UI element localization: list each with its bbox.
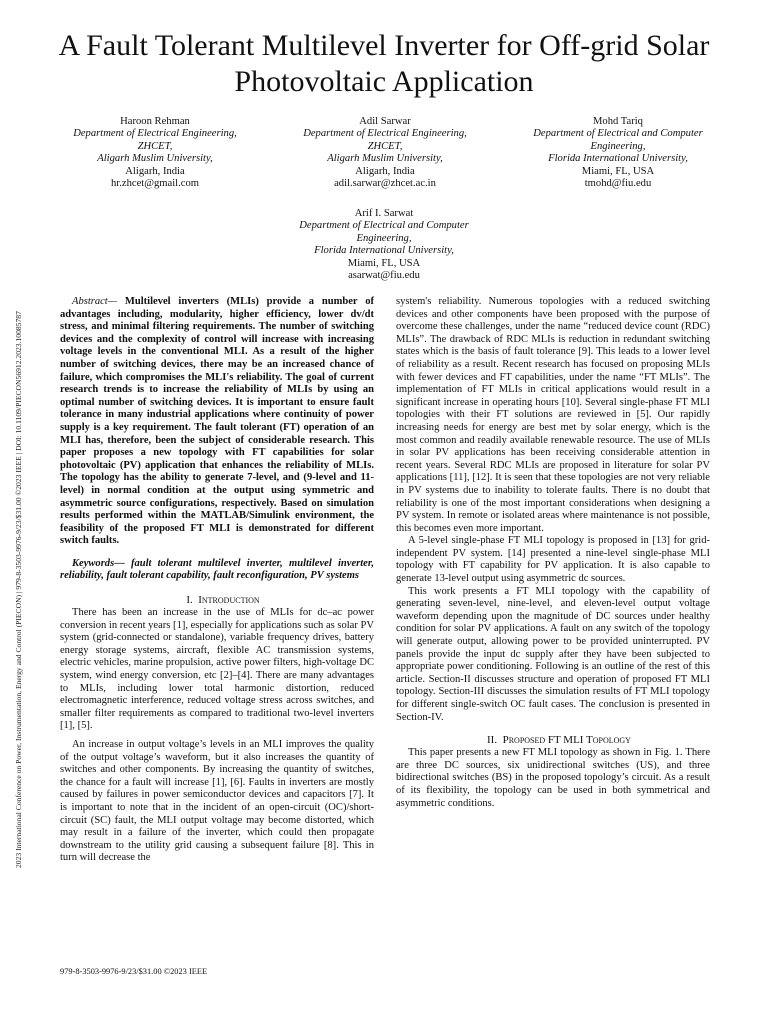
intro-paragraph-5: This work presents a FT MLI topology with the capability of generating seven-level, nine-level, and eleven-level output voltage waveform depending upon the magnitude of DC sources under healthy condition for solar PV applications. A fault on any switch of the topology will generate output, allowing power to be provided uninterrupted. PV panels provide the input dc supply after they have been subjected to appropriate power conditioning. Following is an outline of the rest of this article. Section-II discusses structure and operation of proposed FT MLI topology. Section-III discusses the simulation results of FT MLI topology for different single-switch OC fault cases. The conclusion is presented in Section-IV. — [396, 585, 710, 723]
right-column — [396, 296, 710, 810]
keywords-text: fault tolerant multilevel inverter, multilevel inverter, reliability, fault tolerant capability, fault reconfiguration, PV systems — [60, 557, 374, 582]
author-university: Florida International University, — [548, 153, 688, 165]
author-location: Aligarh, India — [125, 165, 185, 177]
left-column — [60, 296, 374, 865]
author-email: adil.sarwar@zhcet.ac.in — [334, 178, 436, 190]
author-name: Haroon Rehman — [120, 116, 190, 127]
intro-paragraph-3: system's reliability. Numerous topologies with a reduced switching devices and other components have been proposed with the purpose of overcome these challenges, under the name “reduced device count (RDC) MLIs”. The drawback of RDC MLIs is reduction in redundant switching states which is the basis of fault tolerance [9]. This leads to a lower level of reliability as a result. Recent research has focused on proposing MLIs with fewer devices and FT capabilities, under the name “FT MLIs”. The implementation of FT MLIs in critical applications would result in a significant increase in operating hours [10]. Several single-phase FT MLI topologies with their FT solutions are reviewed in [5]. Our rapidly increasing needs for energy are best met by solar energy, which is the most common and readily available renewable resource. The use of MLIs in solar PV applications has been receiving considerable attention in recent years. Several RDC MLIs are proposed in literature for solar PV applications [11], [12]. It is seen that these topologies are not very reliable in PV systems due to inability to tolerate faults. There is no doubt that reliability is one of the most important considerations when designing a PV system. In remote or isolated areas where maintenance is not possible, this becomes even more important. — [396, 296, 710, 534]
author-college: ZHCET, — [367, 140, 403, 152]
abstract-text: Multilevel inverters (MLIs) provide a number of advantages including, modularity, higher efficiency, lower dv/dt stress, and minimal filtering requirements. The number of switching devices and the complexity of control will increase with increasing voltage levels in the conventional MLI. As a result of the higher number of switching devices, there may be an increased chance of failure, which compromises the MLI's reliability. The goal of current research trends is to increase the reliability of MLIs by using an optimal number of switching devices. It is important to ensure fault tolerance in many industrial applications where continuity of power supply is a key requirement. The fault tolerant (FT) operation of an MLI has, therefore, been the subject of considerable research. This paper proposes a new topology with FT capabilities for solar photovoltaic (PV) application that enhances the reliability of MLIs. The topology has the ability to generate 7-level, and (9-level and 11-level) in normal condition at the output using symmetric and asymmetric source configurations, respectively. Based on simulation results performed within the MATLAB/Simulink environment, the feasibility of the proposed FT MLI is demonstrated for different switch faults. — [60, 296, 374, 547]
author-university: Aligarh Muslim University, — [97, 153, 213, 165]
intro-paragraph-4: A 5-level single-phase FT MLI topology is proposed in [13] for grid-independent PV system. [14] presented a nine-level single-phase MLI topology with FT capability for PV application. It is also capable to generate 13-level output using asymmetric dc sources. — [396, 535, 710, 585]
author-block-tariq — [511, 116, 725, 190]
abstract — [60, 296, 374, 548]
section-number: II. — [487, 734, 498, 747]
author-email: asarwat@fiu.edu — [348, 270, 420, 282]
proposed-paragraph-1: This paper presents a new FT MLI topology as shown in Fig. 1. There are three DC sources, six unidirectional switches (US), and three bidirectional switches (BS) in the proposed topology’s circuit. As a result of its flexibility, the topology can be used in both symmetrical and asymmetric conditions. — [396, 747, 710, 809]
author-email: hr.zhcet@gmail.com — [110, 178, 199, 190]
author-name: Mohd Tariq — [593, 116, 643, 127]
paper-title: A Fault Tolerant Multilevel Inverter for Off-grid Solar Photovoltaic Application — [58, 29, 710, 98]
side-margin-citation: 2023 International Conference on Power, Instrumentation, Energy and Control (PIECON) | 979-8-3503-9976-9/23/$31.00 ©2023 IEEE | DOI: 10.1109/PIECON56912.2023.10085787 — [14, 311, 23, 868]
keywords-label: Keywords— — [72, 557, 125, 569]
author-location: Aligarh, India — [355, 165, 415, 177]
section-heading-introduction — [60, 594, 374, 607]
author-department: Department of Electrical and Computer — [299, 220, 469, 232]
section-title: Introduction — [198, 594, 260, 607]
abstract-label: Abstract— — [72, 296, 118, 307]
author-block-sarwat — [270, 208, 498, 282]
section-heading-proposed-topology — [396, 734, 710, 747]
author-university: Florida International University, — [314, 245, 454, 257]
author-location: Miami, FL, USA — [347, 257, 421, 269]
author-email: tmohd@fiu.edu — [584, 178, 652, 190]
author-block-rehman — [48, 116, 262, 190]
intro-paragraph-1: There has been an increase in the use of MLIs for dc–ac power conversion in recent years [1], especially for applications such as solar PV system (grid-connected or standalone), variable frequency drives, battery energy storage systems, aircraft, flexible AC transmission systems, electric vehicles, marine propulsion, active power filters, high-voltage DC system, wind energy conversion, etc [2]–[4]. There are many advantages to MLIs, including lower total harmonic distortion, reduced electromagnetic interference, reduced voltage stress across switches, and smaller filter requirements as compared to traditional two-level inverters [1], [5]. — [60, 607, 374, 732]
section-number: I. — [186, 594, 193, 607]
author-location: Miami, FL, USA — [581, 165, 655, 177]
section-title: Proposed FT MLI Topology — [502, 734, 631, 747]
author-college: ZHCET, — [137, 140, 173, 152]
keywords — [60, 558, 374, 583]
author-department: Department of Electrical Engineering, — [303, 128, 467, 140]
author-department-cont: Engineering, — [356, 232, 412, 244]
author-name: Adil Sarwar — [359, 116, 411, 127]
author-department: Department of Electrical and Computer — [533, 128, 703, 140]
author-block-sarwar — [278, 116, 492, 190]
author-department: Department of Electrical Engineering, — [73, 128, 237, 140]
intro-paragraph-2: An increase in output voltage’s levels in an MLI improves the quality of the output voltage’s waveform, but it also increases the quantity of switches and other components. By increasing the quantity of switches, the chance for a fault will increase [1], [6]. Faults in inverters are mostly caused by failures in power semiconductor devices and capacitors [7]. It is important to note that in the incident of an open-circuit (OC)/short-circuit (SC) fault, the MLI output voltage may become distorted, which may result in a failure of the inverter, which could then propagate downstream to the utility grid causing a subsequent failure [8]. This in turn will decrease the — [60, 739, 374, 864]
author-name: Arif I. Sarwat — [354, 208, 414, 219]
author-university: Aligarh Muslim University, — [327, 153, 443, 165]
copyright-footer: 979-8-3503-9976-9/23/$31.00 ©2023 IEEE — [60, 967, 208, 976]
author-department-cont: Engineering, — [590, 140, 646, 152]
